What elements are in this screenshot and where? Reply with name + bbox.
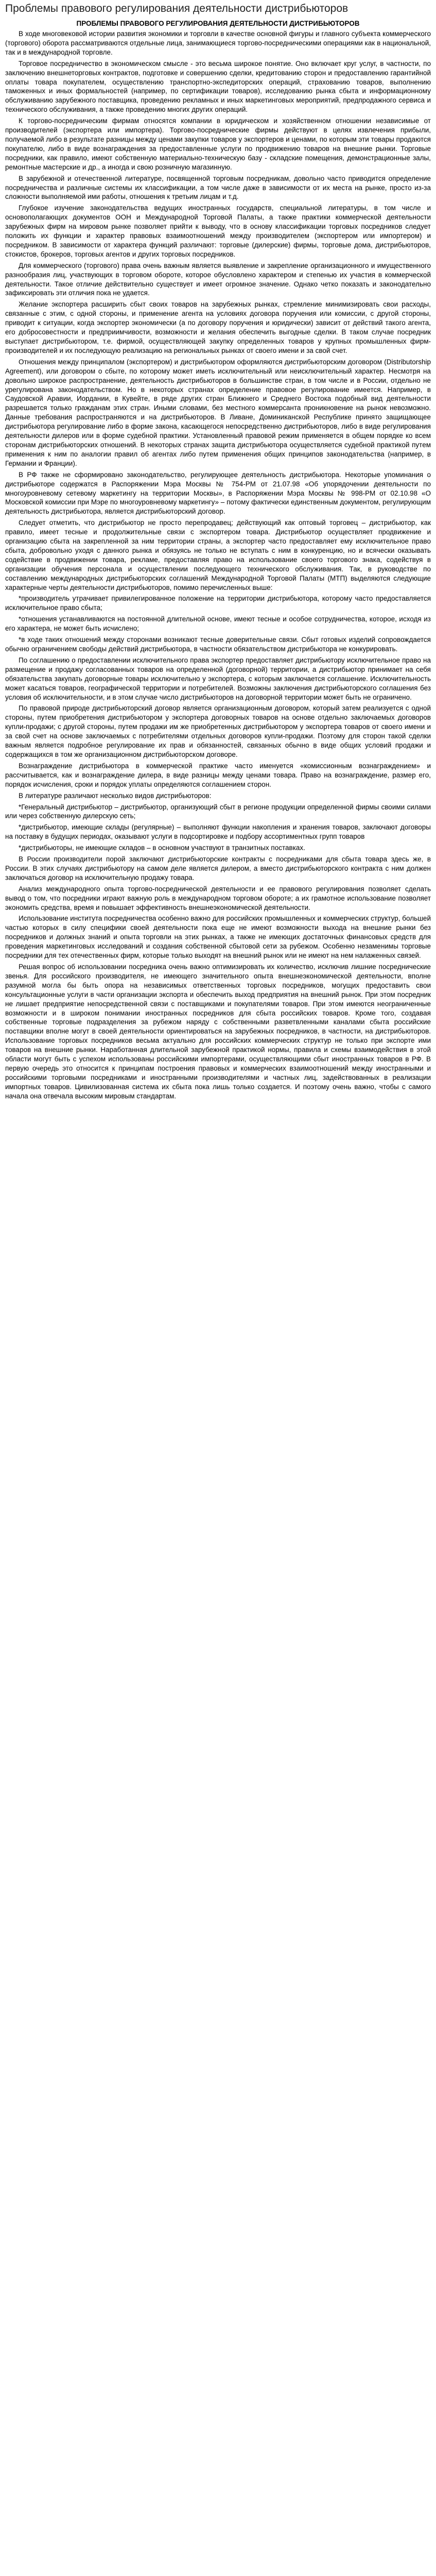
paragraph: К торгово-посредническим фирмам относятся компании в юридическом и хозяйственном отношении независимые от производителей (экспортера или импортера). Торгово-посреднические фирмы действуют в целях извлечения прибыли, получаемой либо в результате разницы между ценами закупки товаров у экспортеров и ценами, по которым эти товары продаются покупателю, либо в виде вознаграждения за предоставленные услуги по продвижению товаров на внешние рынки. Торговые посредники, как правило, имеют собственную материально-техническую базу - складские помещения, демонстрационные залы, ремонтные мастерские и др., а иногда и свою розничную магазинную. — [5, 117, 431, 171]
paragraph: В зарубежной и отечественной литературе, посвященной торговым посредникам, довольно часто приводится определение посредничества и различные системы их классификации, а том числе даже в зависимости от их места на рынке, просто из-за сложности выполняемой ими работы, отношения к третьим лицам и т.д. — [5, 174, 431, 201]
list-item: *в ходе таких отношений между сторонами возникают тесные доверительные связи. Сбыт готовых изделий сопровождается обычно ограничением свободы действий дистрибьютора, в частности обязательством дистрибьютора не конкурировать. — [5, 636, 431, 653]
paragraph: Торговое посредничество в экономическом смысле - это весьма широкое понятие. Оно включает круг услуг, в частности, по заключению внешнеторговых контрактов, подготовке и совершению сделки, кредитованию сторон и предоставлению гарантийной оплаты товара покупателем, осуществлению транспортно-экспедиторских операций, страхованию товаров, выполнению таможенных и иных формальностей (например, по сертификации товаров), исследованию рынка сбыта и информационному обслуживанию зарубежного поставщика, проведению рекламных и иных маркетинговых мероприятий, предпродажного сервиса и технического обслуживания, а также проведению многих других операций. — [5, 59, 431, 114]
paragraph: Анализ международного опыта торгово-посреднической деятельности и ее правового регулирования позволяет сделать вывод о том, что посредники играют важную роль в международном торговом обороте; а их грамотное использование позволяет экономить средства, время и повышает эффективность внешнеэкономической деятельности. — [5, 885, 431, 911]
paragraph: Желание экспортера расширить сбыт своих товаров на зарубежных рынках, стремление минимизировать свои расходы, связанные с этим, с одной стороны, и применение агента на условиях договора поручения или комиссии, с другой стороны, приводит к ситуации, когда экспортер экономически (а по договору поручения и юридически) зависит от действий такого агента, его добросовестности и предприимчивости, возможности и желания обеспечить выгодные сделки. В таком случае посредник выступает дистрибьютором, т.е. фирмой, осуществляющей закупку определенных товаров у крупных промышленных фирм-производителей и их последующую реализацию на региональных рынках от своего имени и за свой счет. — [5, 300, 431, 354]
document-title: Проблемы правового регулирования деятельности дистрибьюторов — [5, 3, 348, 14]
list-item: *производитель утрачивает привилегированное положение на территории дистрибьютора, которому часто предоставляется исключительное право сбыта; — [5, 595, 431, 612]
paragraph: По соглашению о предоставлении исключительного права экспортер предоставляет дистрибьютору исключительное право на размещение и продажу согласованных товаров на определенной (договорной) территории, а дистрибьютор принимает на себя обязательства закупать договорные товары исключительно у экспортера, с которым заключается соглашение. Исключительность может касаться товаров, географической территории и потребителей. Возможны заключения дистрибьюторского соглашения без условия об исключительности, и в этом случае число дистрибьюторов на договорной территории может быть не ограничено. — [5, 656, 431, 701]
document-page — [0, 0, 436, 1101]
paragraph: Для коммерческого (торгового) права очень важным является выявление и закрепление организационного и имущественного разнообразия лиц, участвующих в торговом обороте, которое обусловлено характером и степенью их участия в коммерческой деятельности. Такое отличие действительно существует и имеет огромное значение. Однако четко показать и законодательно зафиксировать эти отличия пока не удается. — [5, 261, 431, 297]
list-item: *отношения устанавливаются на постоянной длительной основе, имеют тесные и особое сотрудничества, которое, исходя из его характера, не может быть исчислено; — [5, 615, 431, 633]
paragraph: Следует отметить, что дистрибьютор не просто перепродавец; действующий как оптовый торговец – дистрибьютор, как правило, имеет тесные и продолжительные связи с экспортером товара. Дистрибьютор осуществляет продвижение и организацию сбыта на закрепленной за ним территории страны, а экспортер часто предоставляет ему исключительное право сбыта, добровольно уходя с данного рынка и обязуясь не только не вступать с ним в конкуренцию, но и всячески оказывать содействие в продвижении товара, рекламе, предоставляя право на использование своего торгового знака, содействуя в организации обучения персонала и осуществлении последующего технического обслуживания. Так, в руководстве по составлению международных дистрибьюторских соглашений Международной Торговой Палаты (МТП) выделяются следующие характерные черты деятельности дистрибьюторов, помимо перечисленных выше: — [5, 519, 431, 591]
document-heading: ПРОБЛЕМЫ ПРАВОВОГО РЕГУЛИРОВАНИЯ ДЕЯТЕЛЬНОСТИ ДИСТРИБЬЮТОРОВ — [76, 20, 360, 27]
paragraph: В ходе многовековой истории развития экономики и торговли в качестве основной фигуры и главного субъекта коммерческого (торгового) оборота рассматриваются отдельные лица, занимающиеся торгово-посредническими операциями как в национальной, так и в международной торговле. — [5, 30, 431, 56]
paragraph: В России производители порой заключают дистрибьюторские контракты с посредниками для сбыта товара здесь же, в России. В этих случаях дистрибьютору на самом деле является дилером, а вместо дистрибьюторского контракта с ним должен заключаться договор на исключительную продажу товара. — [5, 855, 431, 882]
paragraph: В РФ также не сформировано законодательство, регулирующее деятельность дистрибьютора. Некоторые упоминания о дистрибьюторе содержатся в Распоряжении Мэра Москвы № 754-РМ от 21.07.98 «Об упорядочении деятельности по многоуровневому сетевому маркетингу на территории Москвы», в Распоряжении Мэра Москвы № 998-РМ от 02.10.98 «О Московской комиссии при Мэре по многоуровневому маркетингу» – потому фактически единственным документом, регулирующим деятельность дистрибьютора, является дистрибьюторский договор. — [5, 470, 431, 516]
paragraph: По правовой природе дистрибьюторский договор является организационным договором, который затем реализуется с одной стороны, путем приобретения дистрибьютором у экспортера договорных товаров на основе отдельно заключаемых договоров купли-продажи; с другой стороны, путем продажи им же приобретенных дистрибьютором у экспортера товаров от своего имени и за свой счет на основе заключаемых с потребителями отдельных договоров купли-продажи. Поэтому для сторон такой сделки важным является подробное регулирование их прав и обязанностей, связанных обычно в виде общих условий продажи и содержащихся в том же организационном дистрибьюторском договоре. — [5, 704, 431, 758]
list-item: *Генеральный дистрибьютор – дистрибьютор, организующий сбыт в регионе продукции определенной фирмы своими силами или через собственную дилерскую сеть; — [5, 803, 431, 820]
list-item: *дистрибьюторы, не имеющие складов – в основном участвуют в транзитных поставках. — [19, 844, 305, 852]
paragraph: Использование института посредничества особенно важно для российских промышленных и коммерческих структур, большей частью которых в силу специфики своей деятельности пока еще не имеют возможности выхода на внешние рынки без посредников и должных знаний и опыта торговли на этих рынках, а также не имеющих достаточных финансовых средств для проведения маркетинговых исследований и создания собственной сбытовой сети за рубежом. Особенно незаменимы торговые посредники для тех отечественных фирм, которые только выходят на внешний рынок или не имеют на нем налаженных связей. — [5, 914, 431, 960]
paragraph: Вознаграждение дистрибьютора в коммерческой практике часто именуется «комиссионным вознаграждением» и рассчитывается, как и вознаграждение дилера, в виде разницы между ценами товара. Право на вознаграждение, размер его, порядок исчисления, сроки и порядок уплаты определяются соглашением сторон. — [5, 761, 431, 788]
paragraph: Глубокое изучение законодательства ведущих иностранных государств, специальной литературы, в том числе и основополагающих документов ООН и Международной Торговой Палаты, а также практики коммерческой деятельности зарубежных фирм на мировом рынке позволяет прийти к выводу, что в основу классификации торговых посредников следует положить их функции и характер правовых взаимоотношений между производителем (экспортером или импортером) и посредником. В зависимости от характера функций различают: торговые (дилерские) фирмы, торговые дома, дистрибьюторов, стокистов, брокеров, торговых агентов и других торговых посредников. — [5, 204, 431, 258]
paragraph: Решая вопрос об использовании посредника очень важно оптимизировать их количество, исключив лишние посреднические звенья. Для российского производителя, не имеющего значительного опыта внешнеэкономической деятельности, вполне разумной могла бы быть опора на независимых ответственных торговых посредников, могущих предоставить свои консультационные услуги в части организации экспорта и обеспечить выход предприятия на внешний рынок. При этом посредник не лишает предприятие непосредственной связи с поставщиками и покупателями товаров. При этом имеются неограниченные возможности и в широком понимании иностранных посредников для сбыта российских товаров. Кроме того, создавая собственные торговые подразделения за рубежом наряду с собственными разветвленными каналами сбыта российские поставщики вполне могут в своей деятельности ориентироваться на зарубежных посредников, в частности, на дистрибьюторов. Использование торговых посредников весьма актуально для российских коммерческих структур не только при экспорте ими товаров на внешние рынки. Наработанная длительной зарубежной практикой нормы, правила и схемы взаимодействия в этой области могут быть с успехом использованы российскими импортерами, осуществляющими сбыт иностранных товаров в РФ. В первую очередь это относится к принципам построения правовых и коммерческих взаимоотношений между иностранными и российскими торговыми посредниками и иностранными производителями и частных лиц, задействованных в реализации импортных товаров. Цивилизованная система их сбыта пока лишь только создается. И поэтому очень важно, чтобы с самого начала она отвечала высоким мировым стандартам. — [5, 963, 431, 1100]
paragraph: Отношения между принципалом (экспортером) и дистрибьютором оформляются дистрибьюторским договором (Distributorship Agreement), или договором о сбыте, по которому может иметь исключительный или неисключительный характер. Несмотря на довольно широкое распространение, деятельность дистрибьюторов в большинстве стран, в том числе и в России, отдельно не урегулирована законодательством. Но в некоторых странах определение правовое регулирование имеется. Например, в Саудовской Аравии, Иордании, в Кувейте, в ряде других стран Ближнего и Среднего Востока подобный вид деятельности разрешается только гражданам этих стран. Иными словами, без местного коммерсанта проникновение на рынок невозможно. Данные требования распространяются и на дистрибьюторов. В Ливане, Доминиканской Республике принято защищающее дистрибьютора регулирование либо в форме закона, касающегося непосредственно дистрибьюторов, либо в виде регулирования деятельности дилеров или в форме судебной практики. Установленный правовой режим применяется в общем порядке ко всем сторонам дистрибьюторских отношений. В некоторых странах защита дистрибьютора осуществляется судебной практикой путем применения к ним по аналогии правил об агентах либо путем применения общих принципов законодательства (например, в Германии и Франции). — [5, 358, 431, 467]
paragraph: В литературе различают несколько видов дистрибьюторов: — [19, 791, 212, 800]
list-item: *дистрибьютор, имеющие склады (регулярные) – выполняют функции накопления и хранения товаров, заключают договоры на поставку в будущих периодах, оказывают услуги в подсортировке и подбору ассортиментных групп товаров — [5, 823, 431, 841]
